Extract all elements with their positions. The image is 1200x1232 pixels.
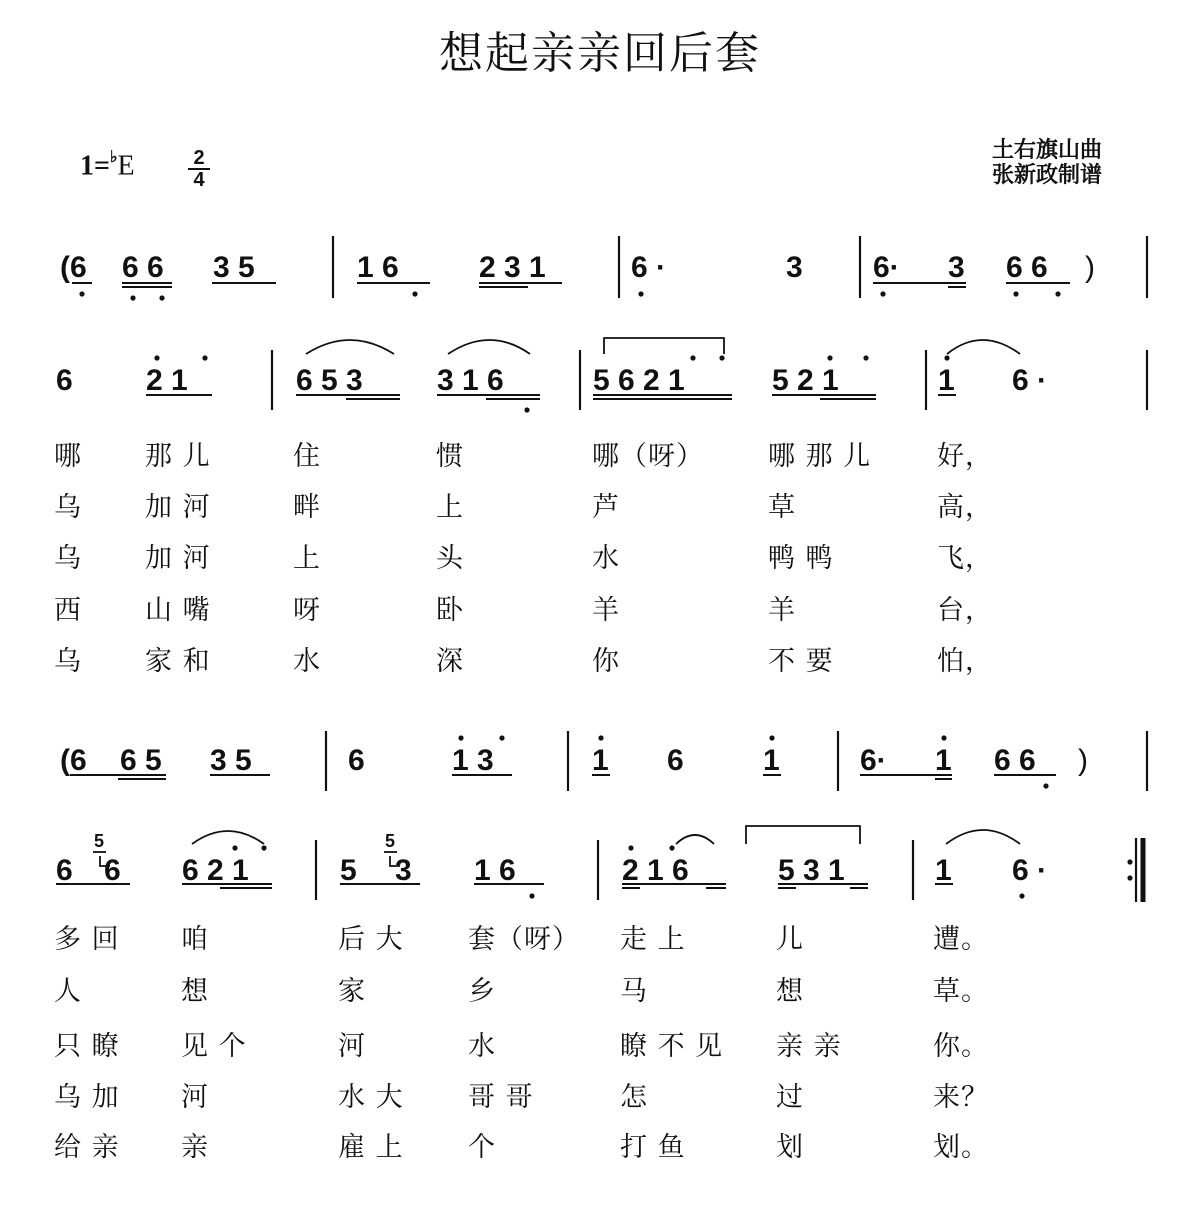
note-group: 5 6 2 1 <box>593 364 685 397</box>
note-group: 1 <box>592 744 609 777</box>
note-group: 6 · <box>631 251 667 284</box>
octave-dot <box>154 355 159 360</box>
meter-top: 2 <box>188 148 210 170</box>
octave-dot <box>261 845 266 850</box>
octave-dot <box>1055 291 1060 296</box>
lyric-cell: 深 <box>436 646 464 677</box>
key-note: E <box>117 150 135 182</box>
lyric-cell: 来？ <box>933 1082 989 1113</box>
lyric-cell: 水 <box>468 1031 496 1062</box>
lyric-cell: 家 <box>338 976 366 1007</box>
octave-dot <box>690 355 695 360</box>
lyric-cell: 马 <box>620 976 648 1007</box>
note-group: 6· <box>860 744 887 777</box>
note-group: 6 6 <box>1006 251 1048 284</box>
note-group: 3 <box>948 251 965 284</box>
lyric-cell: 后 大 <box>338 924 404 955</box>
note-group: 2 1 6 <box>622 854 689 887</box>
octave-dot <box>719 355 724 360</box>
note-group: 5 2 1 <box>772 364 839 397</box>
lyric-cell: 乌 <box>54 543 82 574</box>
grace-note: 5 <box>94 831 105 851</box>
note-group: 6 <box>56 364 73 397</box>
lyric-cell: 飞， <box>937 543 993 574</box>
meter-bottom: 4 <box>193 169 205 191</box>
octave-dot <box>1019 893 1024 898</box>
repeat-dot <box>1127 859 1132 864</box>
note-group: 6· <box>873 251 900 284</box>
lyric-cell: 住 <box>293 441 321 472</box>
lyric-cell: 哪（呀） <box>592 441 704 472</box>
lyric-cell: 羊 <box>768 595 796 626</box>
lyric-cell: 好， <box>937 441 993 472</box>
octave-dot <box>669 845 674 850</box>
lyric-cell: 芦 <box>592 492 620 523</box>
lyric-cell: 人 <box>54 976 82 1007</box>
slur <box>947 340 1020 354</box>
note-group: (6 <box>60 744 87 777</box>
lyric-cell: 多 回 <box>54 924 120 955</box>
note-group: 1 <box>763 744 780 777</box>
lyric-cell: 你 <box>592 646 620 677</box>
octave-dot <box>769 735 774 740</box>
note-group: 6 2 1 <box>182 854 249 887</box>
lyric-cell: 加 河 <box>145 492 211 523</box>
lyric-cell: 套（呀） <box>468 924 580 955</box>
lyric-cell: 雇 上 <box>338 1132 404 1163</box>
lyric-cell: 你。 <box>933 1031 989 1062</box>
lyric-cell: 台， <box>937 595 993 626</box>
lyric-cell: 儿 <box>776 924 804 955</box>
octave-dot <box>880 291 885 296</box>
lyric-cell: 呀 <box>293 595 321 626</box>
lyric-cell: 羊 <box>592 595 620 626</box>
key-accidental: ♭ <box>109 149 118 166</box>
note-group: ) <box>1085 251 1095 284</box>
note-group: 3 5 <box>213 251 255 284</box>
lyric-cell: 惯 <box>436 441 464 472</box>
lyric-cell: 见 个 <box>181 1031 247 1062</box>
octave-dot <box>529 893 534 898</box>
octave-dot <box>159 295 164 300</box>
lyric-cell: 哪 那 儿 <box>768 441 872 472</box>
lyric-cell: 草。 <box>933 976 989 1007</box>
note-group: 6 <box>667 744 684 777</box>
octave-dot <box>944 355 949 360</box>
note-group: 6 6 <box>994 744 1036 777</box>
octave-dot <box>130 295 135 300</box>
lyric-cell: 上 <box>436 492 464 523</box>
octave-dot <box>827 355 832 360</box>
lyric-cell: 河 <box>338 1031 366 1062</box>
lyric-cell: 高， <box>937 492 993 523</box>
lyric-cell: 哪 <box>54 441 82 472</box>
note-group: 6 <box>56 854 73 887</box>
grace-note: 5 <box>385 831 396 851</box>
credit-origin: 土右旗山曲 <box>992 138 1103 163</box>
lyric-cell: 鸭 鸭 <box>768 543 834 574</box>
lyric-cell: 个 <box>468 1132 496 1163</box>
credit-arranger: 张新政制谱 <box>992 163 1103 188</box>
note-group: 3 <box>786 251 803 284</box>
lyric-cell: 加 河 <box>145 543 211 574</box>
lyric-cell: 亲 亲 <box>776 1031 842 1062</box>
note-group: (6 <box>60 251 87 284</box>
lyric-cell: 划。 <box>933 1132 989 1163</box>
octave-dot <box>1013 291 1018 296</box>
note-group: 3 5 <box>210 744 252 777</box>
octave-dot <box>202 355 207 360</box>
slur <box>448 340 530 354</box>
octave-dot <box>863 355 868 360</box>
lyric-cell: 咱 <box>181 924 209 955</box>
octave-dot <box>412 291 417 296</box>
lyric-cell: 头 <box>436 543 464 574</box>
note-group: 3 <box>395 854 412 887</box>
note-group: 6 · <box>1012 364 1048 397</box>
lyric-cell: 水 大 <box>338 1082 404 1113</box>
lyric-cell: 遭。 <box>933 924 989 955</box>
lyric-cell: 想 <box>181 976 209 1007</box>
note-group: 6 · <box>1012 854 1048 887</box>
lyric-cell: 畔 <box>293 492 321 523</box>
lyric-cell: 想 <box>776 976 804 1007</box>
lyric-cell: 家 和 <box>145 646 211 677</box>
lyric-cell: 上 <box>293 543 321 574</box>
lyric-cell: 不 要 <box>768 646 834 677</box>
octave-dot <box>941 735 946 740</box>
note-group: 5 3 1 <box>778 854 845 887</box>
slur <box>676 835 714 844</box>
slur <box>192 831 264 844</box>
lyric-cell: 乌 <box>54 492 82 523</box>
note-group: 1 <box>938 364 955 397</box>
octave-dot <box>524 407 529 412</box>
lyric-cell: 哥 哥 <box>468 1082 534 1113</box>
lyric-cell: 只 瞭 <box>54 1031 120 1062</box>
key-prefix: 1= <box>80 150 110 182</box>
note-group: 6 6 <box>122 251 164 284</box>
octave-dot <box>598 735 603 740</box>
lyric-cell: 走 上 <box>620 924 686 955</box>
lyric-cell: 河 <box>181 1082 209 1113</box>
lyric-cell: 划 <box>776 1132 804 1163</box>
octave-dot <box>79 291 84 296</box>
note-group: 1 6 <box>474 854 516 887</box>
lyric-cell: 草 <box>768 492 796 523</box>
note-group: 6 5 <box>120 744 162 777</box>
lyric-cell: 水 <box>293 646 321 677</box>
repeat-dot <box>1127 875 1132 880</box>
note-group: 1 3 <box>452 744 494 777</box>
note-group: 2 3 1 <box>479 251 546 284</box>
note-group: 2 1 <box>146 364 188 397</box>
lyric-cell: 那 儿 <box>145 441 211 472</box>
lyric-cell: 怕， <box>937 646 993 677</box>
note-group: 6 5 3 <box>296 364 363 397</box>
note-group: 3 1 6 <box>437 364 504 397</box>
octave-dot <box>458 735 463 740</box>
slur <box>746 826 860 844</box>
lyric-cell: 亲 <box>181 1132 209 1163</box>
lyric-cell: 卧 <box>436 595 464 626</box>
note-group: 1 6 <box>357 251 399 284</box>
note-group: 5 <box>340 854 357 887</box>
lyric-cell: 水 <box>592 543 620 574</box>
slur <box>306 340 394 354</box>
lyric-cell: 怎 <box>620 1082 648 1113</box>
lyric-cell: 给 亲 <box>54 1132 120 1163</box>
slur <box>946 830 1020 844</box>
octave-dot <box>232 845 237 850</box>
lyric-cell: 西 <box>54 595 82 626</box>
octave-dot <box>1043 783 1048 788</box>
song-title: 想起亲亲回后套 <box>439 28 761 79</box>
note-group: ) <box>1078 744 1088 777</box>
lyric-cell: 乌 加 <box>54 1082 120 1113</box>
lyric-cell: 打 鱼 <box>620 1132 686 1163</box>
lyric-cell: 乌 <box>54 646 82 677</box>
lyric-cell: 山 嘴 <box>145 595 211 626</box>
lyric-cell: 过 <box>776 1082 804 1113</box>
note-group: 6 <box>104 854 121 887</box>
octave-dot <box>628 845 633 850</box>
lyric-cell: 乡 <box>468 976 496 1007</box>
octave-dot <box>499 735 504 740</box>
note-group: 1 <box>935 854 952 887</box>
note-group: 6 <box>348 744 365 777</box>
slur <box>604 338 724 354</box>
lyric-cell: 瞭 不 见 <box>620 1031 724 1062</box>
note-group: 1 <box>935 744 952 777</box>
octave-dot <box>638 291 643 296</box>
